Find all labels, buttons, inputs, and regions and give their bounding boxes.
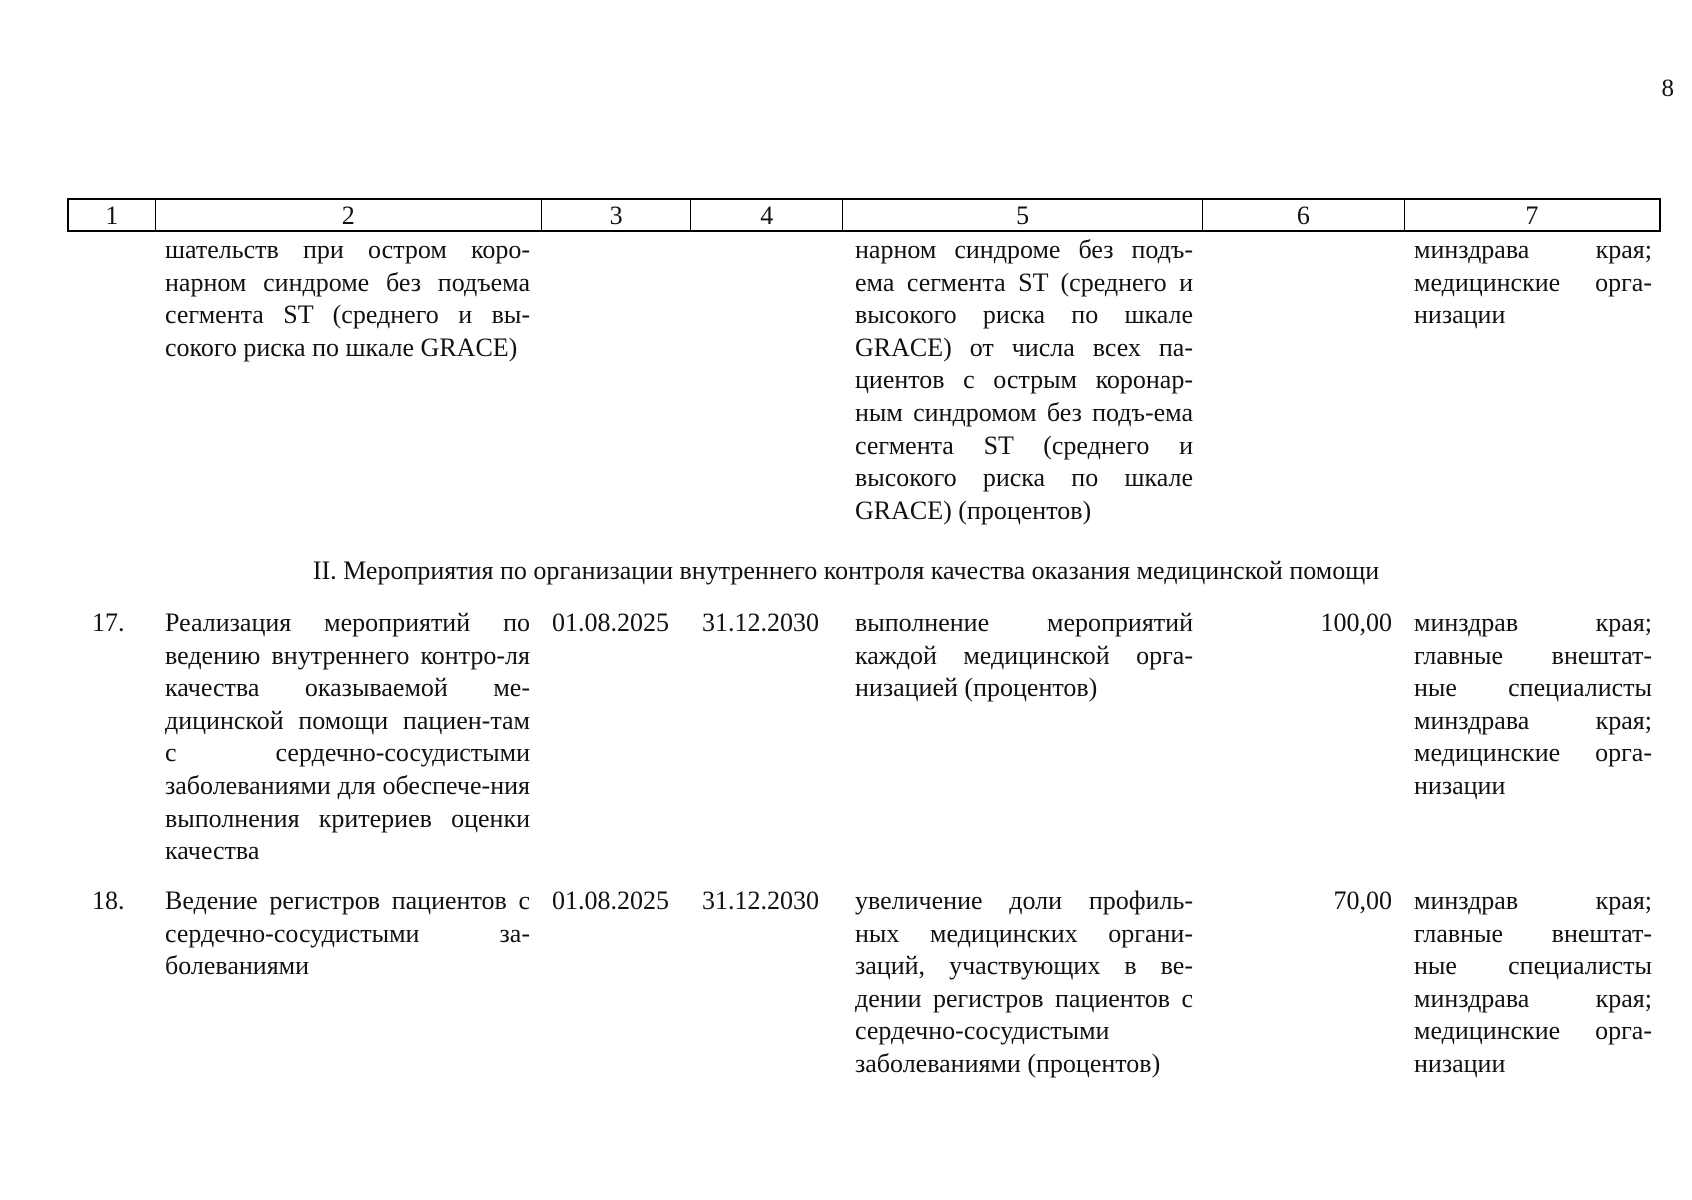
column-header-4: 4 [691, 200, 843, 230]
row-17-end-date: 31.12.2030 [702, 608, 819, 637]
row-18-end-date: 31.12.2030 [702, 886, 819, 915]
column-header-1: 1 [69, 200, 156, 230]
section-title: II. Мероприятия по организации внутреннего контроля качества оказания медицинской помощи [312, 556, 1380, 585]
column-header-7: 7 [1525, 201, 1539, 230]
row-18-value: 70,00 [1333, 886, 1392, 915]
row-18-responsible: минздрав края; главные внештат-ные специалисты минздрава края; медицинские орга-низации [1414, 886, 1652, 1078]
page-number: 8 [1661, 75, 1674, 102]
row-18-activity-name: Ведение регистров пациентов с сердечно-сосудистыми за-болеваниями [165, 886, 530, 981]
continued-indicator: нарном синдроме без подъ-ема сегмента ST (среднего и высокого риска по шкале GRACE) от числа всех па-циентов с острым коронар-ным синдромом без подъ-ема сегмента ST (среднего и высокого риска по шкале GRACE) (процентов) [855, 235, 1193, 525]
row-17-responsible: минздрав края; главные внештат-ные специалисты минздрава края; медицинские орга-низации [1414, 608, 1652, 800]
row-17-number: 17. [92, 608, 125, 637]
row-18-start-date: 01.08.2025 [552, 886, 669, 915]
continued-responsible: минздрава края; медицинские орга-низации [1414, 235, 1652, 330]
column-number-header [67, 198, 1661, 232]
column-header-6: 6 [1203, 200, 1405, 230]
row-18-indicator: увеличение доли профиль-ных медицинских органи-заций, участвующих в ве-дении регистров пациентов с сердечно-сосудистыми заболеваниями (процентов) [855, 886, 1193, 1078]
row-17-activity-name: Реализация мероприятий по ведению внутреннего контро-ля качества оказываемой ме-дицинской помощи пациен-там с сердечно-сосудистыми заболеваниями для обеспече-ния выполнения критериев оценки качества [165, 608, 530, 866]
column-header-3: 3 [542, 200, 692, 230]
column-header-5: 5 [843, 200, 1203, 230]
column-header-2: 2 [156, 200, 542, 230]
continued-activity-name: шательств при остром коро-нарном синдроме без подъема сегмента ST (среднего и вы-сокого риска по шкале GRACE) [165, 235, 530, 362]
row-17-indicator: выполнение мероприятий каждой медицинской орга-низацией (процентов) [855, 608, 1193, 703]
row-17-start-date: 01.08.2025 [552, 608, 669, 637]
row-18-number: 18. [92, 886, 125, 915]
row-17-value: 100,00 [1320, 608, 1392, 637]
